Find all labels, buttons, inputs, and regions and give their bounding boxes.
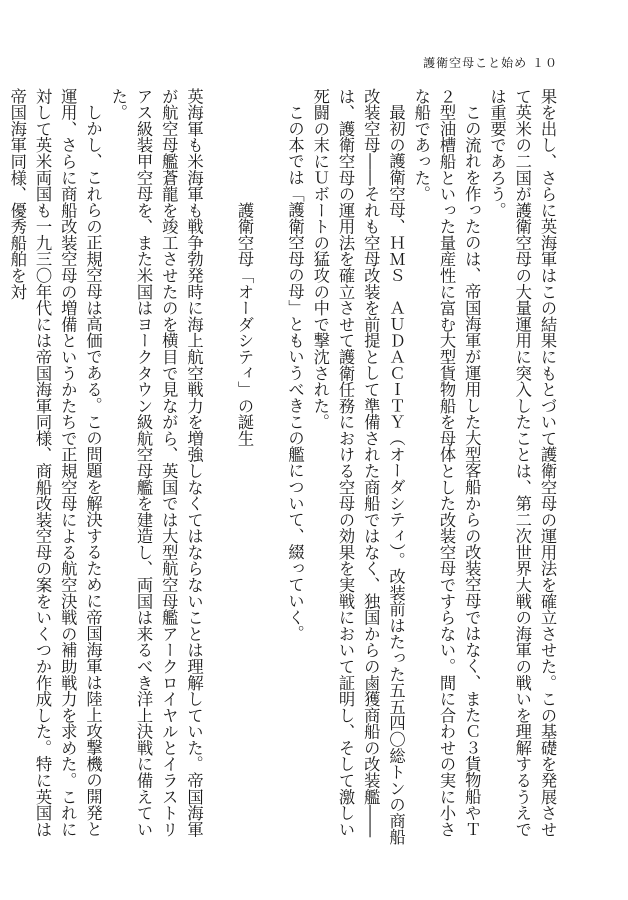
vertical-body-text	[7, 88, 560, 850]
section-heading: 護衛空母「オーダシティ」の誕生	[235, 202, 254, 447]
paragraph: 英海軍も米海軍も戦争勃発時に海上航空戦力を増強しなくてはならないことは理解していた。帝国海軍が航空母艦蒼龍を竣工させたのを横目で見ながら、英国では大型航空母艦アークロイヤルとイラストリアス級装甲空母を、また米国はヨークタウン級航空母艦を建造し、両国は来るべき洋上決戦に備えていた。	[108, 88, 204, 838]
paragraph-continuation: 果を出し、さらに英海軍はこの結果にもとづいて護衛空母の運用法を確立させた。この基礎を発展させて英米の二国が護衛空母の大量運用に突入したことは、第二次世界大戦の海軍の戦いを理解するうえでは重要であろう。	[487, 88, 557, 838]
blank-line	[257, 88, 282, 850]
paragraph: この本では「護衛空母の母」ともいうべきこの艦について、綴っていく。	[285, 104, 305, 642]
running-header	[423, 54, 558, 71]
paragraph: しかし、これらの正規空母は高価である。この問題を解決するために帝国海軍は陸上攻撃機の開発と運用、さらに商船改装空母の増備というかたちで正規空母による航空決戦の補助戦力を求めた。これに対して英米両国も一九三〇年代には帝国海軍同様、商船改装空母の案をいくつか作成した。特に英国は帝国海軍同様、優秀船舶を対	[7, 88, 103, 838]
page-number: １０	[531, 56, 558, 70]
paragraph: この流れを作ったのは、帝国海軍が運用した大型客船からの改装空母ではなく、またＣ３貨物船やＴ２型油槽船といった量産性に富む大型貨物船を母体とした改装空母ですらない。間に合わせの実に小さな船であった。	[411, 88, 482, 838]
paragraph: 最初の護衛空母、ＨＭＳ ＡＵＤＡＣＩＴＹ（オーダシティ）。改装前はたった五五四〇総トンの商船改装空母――それも空母改装を前提として準備された商船ではなく、独国からの鹵獲商船の改装艦――は、護衛空母の運用法を確立させて護衛任務における空母の効果を実戦において証明し、そして激しい死闘の末にＵボートの猛攻の中で撃沈された。	[310, 88, 406, 846]
running-title: 護衛空母こと始め	[423, 56, 528, 70]
blank-line	[207, 88, 232, 850]
